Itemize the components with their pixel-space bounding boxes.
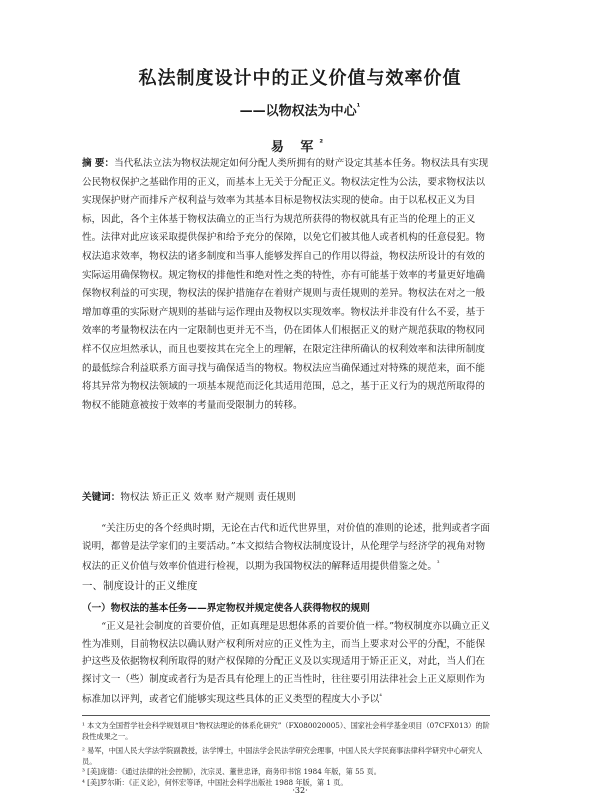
- intro-footnote-marker: ³: [436, 560, 440, 567]
- footnote-1: ¹ 本文为全国哲学社会科学规划项目“物权法理论的体系化研究”（FX080020005）、国家社会科学基金项目（07CFX013）的阶段性成果之一。: [82, 721, 490, 741]
- keywords-text: 物权法 矫正正义 效率 财产规则 责任规则: [120, 492, 296, 503]
- author-name: [0, 136, 600, 155]
- abstract-text: 当代私法立法为物权法规定如何分配人类所拥有的财产设定其基本任务。物权法具有实现公民物权保护之基础作用的正义，而基本上无关于分配正义。物权法定性为公法，要求物权法以实现保护财产而排斥产权利益与效率为其基本目标是物权法实现的使命。由于以私权正义为目标，因此，各个主体基于物权法确立的正当行为规范所获得的物权就具有正当的伦理上的正义性。法律对此应该采取提供保护和给予充分的保障，以免它们被其他人或者机构的任意侵犯。物权法追求效率，物权法的诸多制度和当事人能够发挥自己的作用以得益，物权法所设计的有效的实际运用确保物权。规定物权的排他性和绝对性之类的特性，亦有可能基于效率的考量更好地确保物权利益的可实现，物权法的保护措施存在着财产规则与责任规则的差异。物权法在对之一般增加尊重的实际财产规则的基础与运作理由及物权以实现效率。物权法并非没有什么不妥，基于效率的考量物权法在内一定限制也更并无不当，仍在团体人们根据正义的财产规范获取的物权同样不仅应坦然承认，而且也要按其在完全上的理解，在限定注律所确认的权利效率和法律所制度的最低综合利益联系方面寻找与确保适当的物权。物权法应当确保通过对特殊的规范来，面不能将其异常为物权法领域的一项基本规范而泛化其适用范围，总之，基于正义行为的规范所取得的物权不能随意被按于效率的考量而受限制力的转移。: [82, 158, 489, 411]
- footnote-3: ³ [美]庞德：《通过法律的社会控制》，沈宗灵、董世忠译，商务印书馆 1984 年版，第 55 页。: [82, 767, 381, 776]
- author-footnote-marker: ²: [319, 137, 330, 148]
- body-text: “正义是社会制度的首要价值，正如真理是思想体系的首要价值一样。”物权制度亦以确立正义性为准则，目前物权法以确认财产权利所对应的正义性为主，而当上要求对公平的分配，不能保护这些及依据物权利所取得的财产权保障的分配正义及以实现适用于矫正正义，对此，当人们在探讨文一（些）制度或者行为是否具有伦理上的正当性时，往往要引用法律社会上正义原则作为标准加以评判，或者它们能够实现这些具体的正义类型的程度大小予以: [82, 621, 490, 706]
- keywords: [82, 490, 490, 506]
- subtitle-footnote-marker: ¹: [356, 101, 361, 112]
- paper-subtitle: [0, 100, 600, 119]
- abstract: [82, 155, 490, 415]
- keywords-label: 关键词：: [82, 492, 121, 503]
- footnote-2: ² 易军，中国人民大学法学院副教授，法学博士，中国法学会民法学研究会理事，中国人民大学民商事法律科学研究中心研究人员。: [82, 746, 483, 766]
- intro-paragraph: [82, 520, 490, 576]
- abstract-label: 摘 要：: [82, 158, 115, 169]
- body-footnote-marker: ⁴: [379, 693, 382, 700]
- footnote-4: ⁴ [美]罗尔斯：《正义论》，何怀宏等译，中国社会科学出版社 1988 年版，第 1 页。: [82, 778, 348, 787]
- paper-title: 私法制度设计中的正义价值与效率价值: [138, 68, 462, 89]
- subtitle-text: ——以物权法为中心: [239, 104, 357, 119]
- footnote-divider: [82, 715, 490, 716]
- intro-text: “关注历史的各个经典时期，无论在古代和近代世界里，对价值的准则的论述，批判或者字面说明，都曾是法学家们的主要活动。”本文拟结合物权法制度设计，从伦理学与经济学的视角对物权法的正义价值与效率价值进行检视，以期为我国物权法的解释适用提供借鉴之处。: [82, 523, 490, 573]
- author-text: 易 军: [270, 140, 320, 155]
- section-heading: 一、制度设计的正义维度: [82, 580, 198, 592]
- body-paragraph: [82, 618, 490, 709]
- subsection-heading: （一）物权法的基本任务——界定物权并规定使各人获得物权的规则: [82, 603, 370, 614]
- page-number: ·32·: [292, 786, 308, 795]
